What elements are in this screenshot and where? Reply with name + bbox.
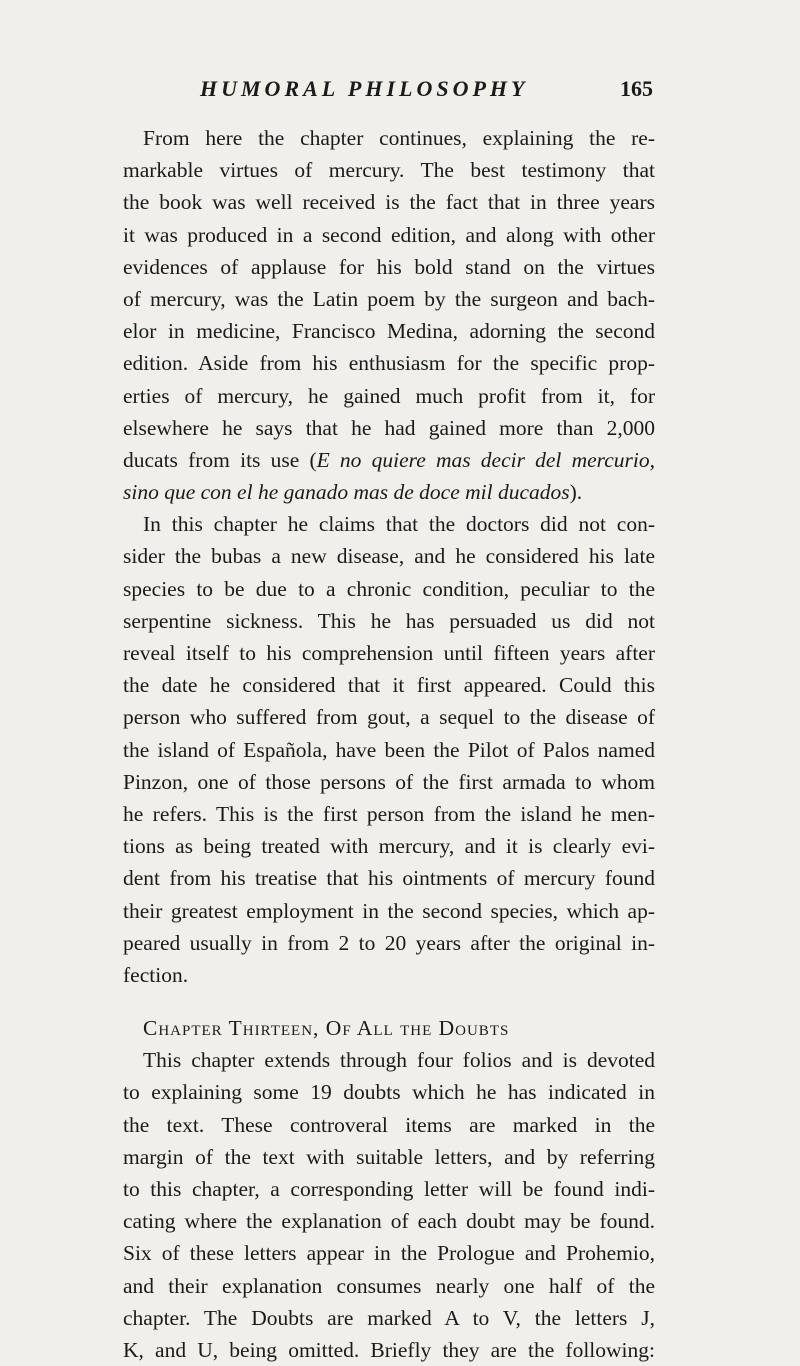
page-number: 165	[620, 76, 653, 101]
text-line	[123, 444, 655, 476]
text-line: their greatest employment in the second species, which ap-	[123, 898, 655, 923]
text-line: the island of Española, have been the Pilot of Palos named	[123, 737, 655, 762]
text-line: reveal itself to his comprehension until fifteen years after	[123, 641, 655, 665]
text-line: Pinzon, one of those persons of the first armada to whom	[123, 769, 655, 794]
text-line: margin of the text with suitable letters, and by referring	[123, 1144, 655, 1169]
text-line: evidences of applause for his bold stand on the virtues	[123, 254, 655, 279]
text-line: This chapter extends through four folios and is devoted	[143, 1048, 655, 1073]
text-line: elor in medicine, Francisco Medina, adorning the second	[123, 319, 655, 344]
text-line: person who suffered from gout, a sequel to the disease of	[123, 705, 655, 730]
paragraph-1	[123, 122, 655, 508]
italic-quote: sino que con el he ganado mas de doce mil ducados	[123, 480, 570, 505]
text-line: In this chapter he claims that the doctors did not con-	[143, 512, 655, 537]
text-line: edition. Aside from his enthusiasm for the specific prop-	[123, 351, 655, 376]
text-line: to explaining some 19 doubts which he has indicated in	[123, 1080, 655, 1105]
text-line: cating where the explanation of each doubt may be found.	[123, 1209, 655, 1234]
text-line: it was produced in a second edition, and along with other	[123, 222, 655, 247]
text-run: ).	[569, 480, 583, 505]
text-line: serpentine sickness. This he has persuaded us did not	[123, 608, 655, 633]
paragraph-2	[123, 508, 655, 991]
running-head: HUMORAL PHILOSOPHY	[200, 76, 529, 101]
text-line: tions as being treated with mercury, and it is clearly evi-	[123, 834, 655, 859]
text-line: From here the chapter continues, explaining the re-	[143, 126, 655, 150]
text-line: dent from his treatise that his ointments of mercury found	[123, 866, 655, 891]
text-line: sider the bubas a new disease, and he considered his late	[123, 544, 655, 569]
section-heading: Chapter Thirteen, Of All the Doubts	[143, 1016, 510, 1041]
text-line: and their explanation consumes nearly one half of the	[123, 1273, 655, 1298]
italic-quote: E no quiere mas decir del mercurio,	[316, 447, 655, 472]
text-line: erties of mercury, he gained much profit from it, for	[123, 383, 655, 408]
body-text	[123, 122, 655, 1366]
text-line: markable virtues of mercury. The best testimony that	[123, 158, 655, 183]
text-line: K, and U, being omitted. Briefly they are the following:	[123, 1337, 655, 1362]
text-line: the date he considered that it first appeared. Could this	[123, 673, 655, 698]
text-line: to this chapter, a corresponding letter will be found indi-	[123, 1177, 655, 1201]
text-line: elsewhere he says that he had gained more than 2,000	[123, 415, 655, 440]
section-body	[123, 1044, 655, 1366]
text-line: peared usually in from 2 to 20 years after the original in-	[123, 930, 655, 955]
text-line: the book was well received is the fact that in three years	[123, 190, 655, 215]
text-line: the text. These controveral items are marked in the	[123, 1112, 655, 1137]
text-line	[123, 476, 655, 508]
text-line: of mercury, was the Latin poem by the surgeon and bach-	[123, 286, 655, 311]
text-line: fection.	[123, 962, 189, 987]
text-line: Six of these letters appear in the Prologue and Prohemio,	[123, 1241, 655, 1266]
text-line: chapter. The Doubts are marked A to V, the letters J,	[123, 1305, 655, 1330]
text-line: species to be due to a chronic condition, peculiar to the	[123, 576, 655, 601]
text-line: he refers. This is the first person from the island he men-	[123, 801, 655, 826]
text-run: ducats from its use (	[123, 447, 317, 472]
